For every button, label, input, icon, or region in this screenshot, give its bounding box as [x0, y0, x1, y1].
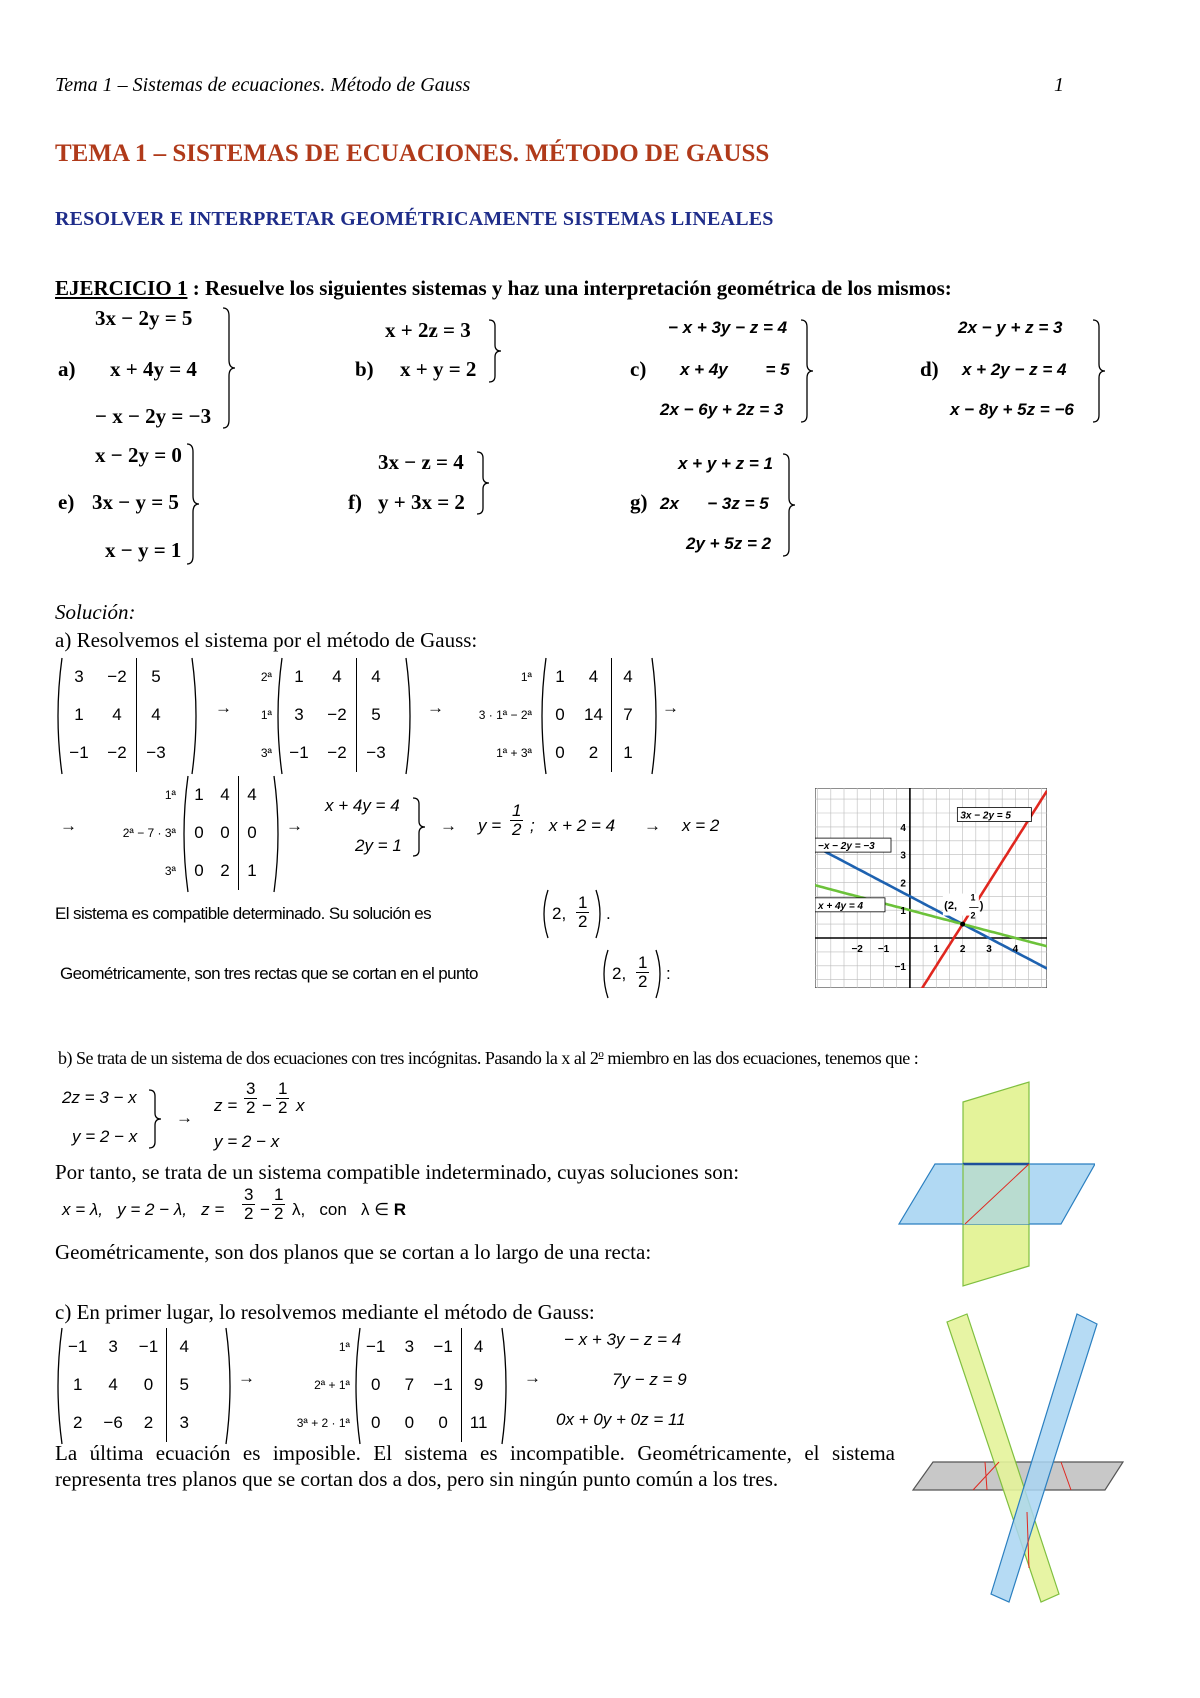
system-b-brace [488, 318, 502, 384]
matrix-cell: 5 [167, 1366, 202, 1404]
row-operation: 2ª [260, 670, 272, 684]
matrix-cell: 1 [555, 667, 565, 686]
matrix-cell: 14 [584, 705, 603, 724]
matrix-row [280, 734, 395, 772]
system-c-eq3: 2x − 6y + 2z = 3 [660, 400, 784, 419]
x-substitution: ; x + 2 = 4 [530, 816, 616, 835]
matrix-cell: 4 [112, 705, 122, 724]
system-e-eq3: x − y = 1 [105, 538, 182, 562]
system-b-sol-eq1: 2z = 3 − x [62, 1088, 137, 1107]
svg-text:): ) [979, 899, 984, 912]
system-d-eq1: 2x − y + z = 3 [958, 318, 1063, 337]
y-fraction: $\frac{1}{2}$ [512, 801, 522, 839]
system-a-eq2: x + 4y = 4 [110, 357, 197, 381]
matrix-cell: −1 [69, 743, 89, 762]
matrix-cell: 7 [611, 696, 644, 734]
reduced-c-eq2: 7y − z = 9 [612, 1370, 687, 1389]
system-a-eq1: 3x − 2y = 5 [95, 306, 193, 330]
matrix-row [544, 658, 644, 696]
matrix-cell: 9 [461, 1366, 495, 1404]
matrix-cell: 3 [404, 1337, 415, 1356]
system-g-brace [782, 452, 796, 558]
system-b-label: b) [355, 357, 374, 381]
conclusion-a: El sistema es compatible determinado. Su solución es [55, 904, 432, 923]
matrix-cell: 3 [74, 667, 84, 686]
arrow-a3: → [662, 698, 679, 717]
x-result: x = 2 [682, 816, 720, 835]
matrix-cell: 4 [611, 658, 644, 696]
matrix-row [60, 658, 175, 696]
y-tick-label: 3 [900, 850, 906, 862]
system-g-label: g) [630, 490, 648, 514]
system-c-eq1: − x + 3y − z = 4 [668, 318, 788, 337]
matrix-cell: −1 [433, 1337, 453, 1356]
system-f-label: f) [348, 490, 362, 514]
param-frac2: $\frac{1}{2}$ [274, 1185, 284, 1223]
matrix-cell: 4 [137, 696, 176, 734]
intersection-point [960, 922, 965, 927]
conclusion-c: La última ecuación es imposible. El sistema es incompatible. Geométricamente, el sistema representa tres planos que se cortan dos a dos, pero sin ningún punto común a los tres. [55, 1441, 895, 1491]
matrix-row [60, 734, 175, 772]
x-tick-label: 2 [959, 944, 966, 955]
system-a-eq3: − x − 2y = −3 [95, 404, 212, 428]
row-operation: 3ª + 2 · 1ª [296, 1416, 350, 1430]
arrow-c2: → [524, 1368, 541, 1387]
z-frac2: $\frac{1}{2}$ [278, 1079, 288, 1117]
system-g-eq1: x + y + z = 1 [678, 454, 773, 473]
matrix-row [358, 1328, 495, 1366]
matrix-cell: 4 [588, 667, 599, 686]
x-tick-label: 1 [933, 944, 940, 955]
exercise-label: EJERCICIO 1 [55, 276, 188, 300]
system-b-eq2: x + y = 2 [400, 357, 477, 381]
system-c-eq2: x + 4y = 5 [680, 360, 790, 379]
system-b-sol-eq2: y = 2 − x [72, 1127, 138, 1146]
matrix-row [60, 1404, 201, 1442]
label-line-green: x + 4y = 4 [818, 900, 864, 912]
matrix-cell: −3 [137, 734, 176, 772]
matrix-cell: 4 [108, 1375, 118, 1394]
reduced-c-eq1: − x + 3y − z = 4 [564, 1330, 682, 1349]
row-operation: 1ª [520, 670, 532, 684]
matrix-cell: 2 [588, 743, 599, 762]
arrow-a6: → [440, 816, 457, 835]
matrix-cell: 1 [194, 785, 204, 804]
matrix-cell: 7 [404, 1375, 415, 1394]
system-b-sol-brace [148, 1088, 162, 1150]
system-g-eq2: 2x − 3z = 5 [660, 494, 769, 513]
system-f-eq2: y + 3x = 2 [378, 490, 465, 514]
z-equals: z = [214, 1096, 238, 1115]
matrix-cell: −1 [138, 1337, 159, 1356]
system-a-brace [222, 306, 236, 430]
arrow-a2: → [427, 698, 444, 717]
solution-c-intro: c) En primer lugar, lo resolvemos mediante el método de Gauss: [55, 1300, 595, 1324]
label-line-blue: −x − 2y = −3 [818, 841, 875, 853]
matrix-row [186, 814, 265, 852]
matrix-cell: −1 [433, 1375, 453, 1394]
matrix-cell: 4 [167, 1328, 202, 1366]
matrix-cell: −1 [366, 1337, 386, 1356]
matrix-cell: −2 [327, 705, 347, 724]
solution-heading: Solución: [55, 600, 136, 624]
row-ops-a3 [86, 776, 176, 890]
system-d-label: d) [920, 357, 939, 381]
matrix-cell: 0 [555, 705, 565, 724]
matrix-cell: −2 [327, 743, 347, 762]
matrix-cell: 3 [108, 1337, 118, 1356]
x-tick-label: 4 [1012, 944, 1019, 955]
row-operation: 1ª [164, 788, 176, 802]
matrix-cell: 0 [438, 1413, 448, 1432]
matrix-row [280, 696, 395, 734]
matrix-cell: 0 [404, 1413, 415, 1432]
matrix-cell: 3 [294, 705, 304, 724]
row-operation: 1ª [260, 708, 272, 722]
system-a-label: a) [58, 357, 76, 381]
system-d-brace [1092, 318, 1106, 424]
matrix-row [280, 658, 395, 696]
row-ops-a1 [226, 658, 272, 772]
matrix-cell: −3 [357, 734, 396, 772]
matrix-row [186, 776, 265, 814]
row-operation: 3ª [260, 746, 272, 760]
reduced-a-brace [412, 796, 426, 858]
matrix-cell: −6 [103, 1413, 123, 1432]
y-tick-label: 4 [900, 822, 906, 834]
matrix-row [544, 696, 644, 734]
geometric-b: Geométricamente, son dos planos que se cortan a lo largo de una recta: [55, 1240, 652, 1264]
z-frac1: $\frac{3}{2}$ [246, 1079, 256, 1117]
matrix-cell: 3 [167, 1404, 202, 1442]
system-d-eq2: x + 2y − z = 4 [962, 360, 1067, 379]
arrow-a5: → [286, 816, 303, 835]
matrix-cell: 5 [357, 696, 396, 734]
matrix-cell: 0 [370, 1375, 381, 1394]
system-c-brace [800, 318, 814, 424]
matrix-row [60, 1328, 201, 1366]
x-tick-label: −1 [877, 944, 890, 955]
point-label-den: 2 [970, 910, 976, 921]
x-tick-label: −2 [851, 944, 863, 955]
row-operation: 1ª + 3ª [496, 746, 532, 760]
z-x: x [296, 1096, 305, 1115]
matrix-cell: 2 [72, 1413, 83, 1432]
matrix-cell: 4 [332, 667, 342, 686]
system-g-eq3: 2y + 5z = 2 [686, 534, 772, 553]
row-operation: 1ª [338, 1340, 350, 1354]
arrow-a4: → [60, 816, 77, 835]
y-tick-label: −1 [894, 961, 906, 973]
matrix-row [60, 696, 175, 734]
system-e-eq1: x − 2y = 0 [95, 443, 182, 467]
matrix-cell: 11 [461, 1404, 495, 1442]
matrix-cell: 0 [370, 1413, 381, 1432]
matrix-cell: 1 [239, 852, 266, 890]
row-operation: 2ª − 7 · 3ª [122, 826, 176, 840]
point-label: (2, [944, 899, 958, 912]
section-subtitle: RESOLVER E INTERPRETAR GEOMÉTRICAMENTE SISTEMAS LINEALES [55, 208, 774, 230]
matrix-cell: 1 [72, 1375, 83, 1394]
matrix-cell: 0 [194, 861, 204, 880]
y-tick-label: 2 [900, 878, 906, 890]
solution-b-intro: b) Se trata de un sistema de dos ecuaciones con tres incógnitas. Pasando la x al 2$^o$ miembro en las dos ecuaciones, tenemos que : [58, 1048, 919, 1068]
matrix-row [186, 852, 265, 890]
arrow-b1: → [176, 1108, 193, 1127]
two-planes-figure [895, 1080, 1095, 1290]
matrix-cell: 4 [220, 785, 230, 804]
solution-a-intro: a) Resolvemos el sistema por el método de Gauss: [55, 628, 478, 652]
system-d-eq3: x − 8y + 5z = −6 [950, 400, 1074, 419]
reduced-a-eq1: x + 4y = 4 [325, 796, 400, 815]
matrix-cell: 4 [239, 776, 266, 814]
x-tick-label: 3 [986, 944, 992, 955]
system-e-label: e) [58, 490, 75, 514]
row-operation: 2ª + 1ª [314, 1378, 350, 1392]
system-f-eq1: 3x − z = 4 [378, 450, 464, 474]
param-tail: λ, con λ ∈ R [292, 1200, 407, 1219]
running-header: Tema 1 – Sistemas de ecuaciones. Método de Gauss [55, 74, 471, 96]
matrix-row [544, 734, 644, 772]
system-e-eq2: 3x − y = 5 [92, 490, 179, 514]
page-title: TEMA 1 – SISTEMAS DE ECUACIONES. MÉTODO DE GAUSS [55, 140, 770, 167]
conclusion-b: Por tanto, se trata de un sistema compatible indeterminado, cuyas soluciones son: [55, 1160, 740, 1184]
matrix-cell: −2 [107, 667, 127, 686]
page-number: 1 [1054, 74, 1064, 96]
matrix-cell: 4 [357, 658, 396, 696]
arrow-a1: → [215, 698, 232, 717]
matrix-cell: 0 [555, 743, 565, 762]
matrix-cell: 1 [74, 705, 84, 724]
matrix-cell: −1 [68, 1337, 88, 1356]
row-ops-a2 [440, 658, 532, 772]
matrix-cell: −1 [289, 743, 309, 762]
matrix-cell: 4 [461, 1328, 495, 1366]
matrix-cell: 2 [220, 861, 230, 880]
matrix-cell: 0 [194, 823, 204, 842]
y-tick-label: 1 [900, 906, 906, 918]
three-planes-figure [905, 1312, 1125, 1632]
matrix-cell: 0 [220, 823, 230, 842]
label-line-red: 3x − 2y = 5 [960, 810, 1011, 822]
y-param-eq: y = 2 − x [214, 1132, 280, 1151]
matrix-cell: 1 [294, 667, 304, 686]
row-operation: 3ª [164, 864, 176, 878]
exercise-text: : Resuelve los siguientes sistemas y haz una interpretación geométrica de los mismos: [187, 276, 952, 300]
matrix-cell: 5 [137, 658, 176, 696]
matrix-cell: 2 [143, 1413, 154, 1432]
system-f-brace [476, 450, 490, 516]
geometric-a: Geométricamente, son tres rectas que se cortan en el punto [60, 964, 478, 983]
system-e-brace [186, 442, 200, 566]
arrow-c1: → [238, 1368, 255, 1387]
param-b: x = λ, y = 2 − λ, z = [62, 1200, 225, 1219]
matrix-cell: −2 [107, 743, 127, 762]
y-equals: y = [478, 816, 502, 835]
reduced-c-eq3: 0x + 0y + 0z = 11 [556, 1410, 686, 1429]
matrix-cell: 0 [239, 814, 266, 852]
matrix-cell: 0 [143, 1375, 154, 1394]
param-frac1: $\frac{3}{2}$ [244, 1185, 254, 1223]
matrix-row [358, 1366, 495, 1404]
point-label-num: 1 [970, 892, 976, 903]
system-c-label: c) [630, 357, 647, 381]
matrix-row [358, 1404, 495, 1442]
graph-three-lines [815, 788, 1047, 988]
arrow-a7: → [644, 816, 661, 835]
system-b-eq1: x + 2z = 3 [385, 318, 471, 342]
row-operation: 3 · 1ª − 2ª [478, 708, 532, 722]
exercise-statement [55, 276, 952, 301]
matrix-cell: 1 [611, 734, 644, 772]
row-ops-c [264, 1328, 350, 1442]
matrix-row [60, 1366, 201, 1404]
reduced-a-eq2: 2y = 1 [355, 836, 402, 855]
